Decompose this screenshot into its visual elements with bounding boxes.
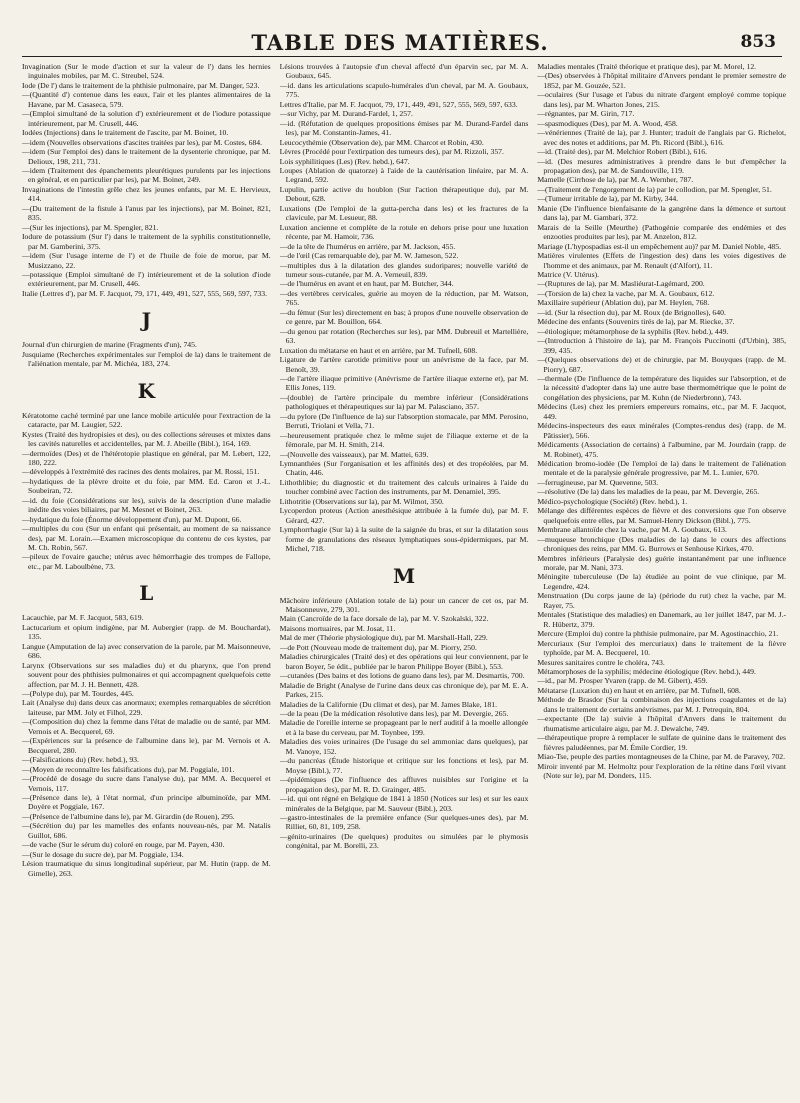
index-entry: Lacauchie, par M. F. Jacquot, 583, 619.	[22, 613, 144, 623]
index-entry: —id., par M. Prosper Yvaren (rapp. de M. Gibert), 459.	[537, 676, 708, 686]
index-entry: —(Nouvelle des vaisseaux), par M. Mattei, 639.	[279, 449, 429, 459]
section-letter: J	[141, 308, 152, 333]
index-entry: —sur Vichy, par M. Durand-Fardel, 1, 257.	[279, 109, 413, 119]
index-entry: Métatarse (Luxation du) en haut et en arrière, par M. Tufnell, 608.	[537, 685, 741, 695]
index-entry: Kystes (Traité des hydropisies et des), ou des collections séreuses et mixtes dans les cavités naturelles et accidentelles, par M. J. Abeille (Bibl.), 164, 169.	[22, 429, 271, 449]
index-entry: Médico-psychologique (Société) (Rev. hebd.), 1.	[537, 496, 688, 506]
index-entry: Matrice (V. Utérus).	[537, 269, 600, 279]
index-entry: Lithotritie (Observations sur la), par M. Wilmot, 350.	[279, 496, 444, 506]
index-entry: —(Procédé de dosage du sucre dans l'analyse du), par MM. A. Becquerel et Vernois, 117.	[22, 774, 271, 793]
index-entry: —étiologique; métamorphose de la syphilis (Rev. hebd.), 449.	[537, 326, 729, 336]
index-entry: Lésion traumatique du sinus longitudinal supérieur, par M. Hutin (rapp. de M. Gimelle), 263.	[22, 859, 271, 878]
index-entry: —du fémur (Sur les) directement en bas; à propos d'une nouvelle observation de ce genre, par M. Bouillon, 664.	[279, 307, 529, 327]
index-entry: Membres inférieurs (Paralysie des) guérie instantanément par une influence morale, par M. Nani, 373.	[537, 553, 787, 573]
index-entry: —(Des) observées à l'hôpital militaire d'Anvers pendant le premier semestre de 1852, par M. Gouzée, 521.	[537, 71, 787, 90]
index-entry: —multiples dus à la dilatation des glandes sudoripares; nouvelle variété de tumeur sous-cutanée, par M. A. Verneuil, 839.	[279, 260, 529, 279]
index-entry: —(Composition du) chez la femme dans l'état de maladie ou de santé, par MM. Vernois et A. Becquerel, 69.	[22, 717, 271, 736]
index-entry: —(Expériences sur la présence de l'albumine dans le), par M. Vernois et A. Becquerel, 280.	[22, 736, 271, 755]
index-entry: Invaginations de l'intestin grêle chez les jeunes enfants, par M. E. Hervieux, 414.	[22, 184, 271, 204]
index-columns	[22, 62, 786, 1098]
index-entry: —potassique (Emploi simultané de l') intérieurement et de la solution d'iode extérieurement, par M. Crusell, 446.	[22, 269, 271, 289]
index-entry: Luxation du métatarse en haut et en arrière, par M. Tufnell, 608.	[279, 345, 478, 355]
index-entry: Luxations (De l'emploi de la gutta-percha dans les) et les fractures de la clavicule, par M. Lesueur, 88.	[279, 203, 529, 223]
index-entry: Iodure de potassium (Sur l') dans le traitement de la syphilis constitutionnelle, par M. Gamberini, 375.	[22, 232, 271, 251]
index-entry: Main (Cancroïde de la face dorsale de la), par M. V. Szokalski, 322.	[279, 614, 489, 624]
index-entry: Italie (Lettres d'), par M. F. Jacquot, 79, 171, 449, 491, 527, 555, 569, 597, 733.	[22, 288, 268, 298]
index-entry: Langue (Amputation de la) avec conservation de la parole, par M. Maisonneuve, 686.	[22, 641, 271, 661]
section-letter: M	[392, 563, 416, 588]
index-entry: Maxillaire supérieur (Ablation du), par M. Heylen, 768.	[537, 298, 710, 308]
index-entry: —idem (Nouvelles observations d'ascites traitées par les), par M. Costes, 684.	[22, 137, 263, 147]
index-entry: —(Sur le dosage du sucre de), par M. Poggiale, 134.	[22, 849, 184, 859]
index-entry: Médecins-inspecteurs des eaux minérales (Comptes-rendus des) (rapp. de M. Pâtissier), 566.	[537, 421, 787, 440]
index-entry: Médecins (Les) chez les premiers empereurs romains, etc., par M. F. Jacquot, 449.	[537, 402, 787, 421]
index-entry: —(Traitement de l'engorgement de la) par le collodion, par M. Spengler, 51.	[537, 184, 772, 194]
index-entry: —(Ruptures de la), par M. Masliéurat-Lagémard, 200.	[537, 279, 705, 289]
index-entry: —multiples du cou (Sur un enfant qui présentait, au moment de sa naissance des), par M. Lorain.—Examen microscopique du contenu de ces kystes, par M. Ch. Robin, 567.	[22, 524, 271, 553]
index-entry: Mâchoire inférieure (Ablation totale de la) pour un cancer de cet os, par M. Maisonneuve, 279, 301.	[279, 595, 529, 615]
index-entry: —(Tumeur irritable de la), par M. Kirby, 344.	[537, 194, 679, 204]
index-entry: Médication bromo-iodée (De l'emploi de la) dans le traitement de l'aliénation mentale et de la paralysie générale progressive, par M. L. Lunier, 670.	[537, 459, 787, 478]
index-entry: Luxation ancienne et complète de la rotule en dehors prise pour une luxation récente, par M. Hamoir, 736.	[279, 222, 529, 242]
index-entry: Menstruation (Du corps jaune de la) (période du rut) chez la vache, par M. Rayer, 75.	[537, 591, 787, 610]
index-entry: Kératotome caché terminé par une lance mobile articulée pour l'extraction de la cataracte, par M. Laugier, 522.	[22, 410, 271, 430]
index-entry: —idem (Sur l'emploi des) dans le traitement de la dysenterie chronique, par M. Delioux, 198, 211, 731.	[22, 147, 271, 166]
index-entry: Invagination (Sur le mode d'action et sur la valeur de l') dans les hernies inguinales mobiles, par M. C. Streubel, 524.	[22, 62, 271, 81]
page-number: 853	[740, 32, 776, 52]
index-entry: Métamorphoses de la syphilis; médecine étiologique (Rev. hebd.), 449.	[537, 667, 756, 676]
index-entry: —thermale (De l'influence de la température des liquides sur l'absorption, et de la nécessité d'adopter dans la) une autre base thermométrique que le point de congélation des physiciens, par M. Kuhn (de Niederbronn), 743.	[537, 373, 787, 402]
index-entry: Maladies des voies urinaires (De l'usage du sel ammoniac dans quelques), par M. Vanoye, 152.	[279, 737, 529, 756]
index-entry: —(Présence de l'albumine dans le), par M. Girardin (de Rouen), 295.	[22, 811, 235, 821]
index-entry: —(Torsion de la) chez la vache, par M. A. Goubaux, 612.	[537, 288, 715, 298]
index-entry: Mamelle (Cirrhose de la), par M. A. Wernher, 787.	[537, 175, 694, 185]
index-column-1	[22, 62, 271, 1098]
index-entry: —gastro-intestinales de la première enfance (Sur quelques-unes des), par M. Rilliet, 60, 81, 109, 258.	[279, 812, 529, 832]
running-title: TABLE DES MATIÈRES.	[251, 30, 549, 55]
index-entry: —(Sécrétion du) par les mamelles des enfants nouveau-nés, par M. Natalis Guillot, 686.	[22, 821, 271, 840]
index-entry: Matières virulentes (Effets de l'ingestion des) dans les voies digestives de l'homme et des animaux, par M. Renault (d'Alfort), 11.	[537, 251, 787, 270]
index-entry: Lupulin, partie active du houblon (Sur l'action thérapeutique du), par M. Debout, 628.	[279, 184, 529, 204]
index-entry: —(Falsifications du) (Rev. hebd.), 93.	[22, 755, 139, 765]
index-entry: Manie (De l'influence bienfaisante de la gangrène dans la démence et surtout dans la), par M. Gambari, 372.	[537, 203, 787, 223]
index-entry: —(Quantité d') contenue dans les eaux, l'air et les plantes alimentaires de la Havane, par M. Casaseca, 579.	[22, 90, 271, 109]
index-entry: —(Introduction à l'histoire de la), par M. François Puccinotti (d'Urbin), 385, 399, 435.	[537, 336, 787, 355]
index-entry: —cutanées (Des bains et des lotions de guano dans les), par M. Desmartis, 700.	[279, 671, 525, 681]
index-entry: —du genou par rotation (Recherches sur les), par MM. Dubreuil et Martellière, 63.	[279, 326, 529, 346]
index-entry: Maladies mentales (Traité théorique et pratique des), par M. Morel, 12.	[537, 62, 757, 71]
index-entry: Journal d'un chirurgien de marine (Fragments d'un), 745.	[22, 340, 197, 350]
index-entry: —(Quelques observations de) et de chirurgie, par M. Bouyques (rapp. de M. Piorry), 687.	[537, 355, 787, 374]
index-entry: —hydatiques de la plèvre droite et du foie, par MM. Ed. Caron et J.-L. Soubeiran, 72.	[22, 476, 271, 496]
index-entry: —id. (Sur la résection du), par M. Roux (de Brignolles), 640.	[537, 307, 726, 317]
index-entry: —de l'œil (Cas remarquable de), par M. W. Jameson, 522.	[279, 251, 459, 261]
index-entry: —id. du foie (Considérations sur les), suivis de la description d'une maladie inédite des voies biliaires, par M. Mesnet et Boinet, 263.	[22, 495, 271, 515]
index-column-3	[537, 62, 786, 1098]
index-entry: —de la tête de l'humérus en arrière, par M. Jackson, 455.	[279, 241, 456, 251]
index-entry: —génito-urinaires (De quelques) produites ou simulées par le phymosis congénital, par M. Borelli, 23.	[279, 831, 529, 851]
index-entry: —idem (Sur l'usage interne de l') et de l'huile de foie de morue, par M. Musizzano, 22.	[22, 251, 271, 270]
index-entry: —id. (Des mesures administratives à prendre dans le but d'empêcher la propagation des), par M. de Sandouville, 119.	[537, 156, 787, 175]
index-entry: Maladies de la Californie (Du climat et des), par M. James Blake, 181.	[279, 699, 497, 709]
index-entry: —vénériennes (Traité de la), par J. Hunter; traduit de l'anglais par G. Richelot, avec des notes et additions, par M. Ph. Ricord (Bibl.), 616.	[537, 128, 787, 147]
index-entry: —expectante (De la) suivie à l'hôpital d'Anvers dans le traitement du rhumatisme articulaire aigu, par M. J. Dewalche, 749.	[537, 714, 787, 733]
index-entry: Médecine des enfants (Souvenirs tirés de la), par M. Riecke, 37.	[537, 317, 735, 327]
index-entry: Maladies chirurgicales (Traité des) et des opérations qui leur conviennent, par le baron Boyer, 5e édit., publiée par le baron Philippe Boyer (Bibl.), 553.	[279, 652, 529, 671]
index-entry: Iodées (Injections) dans le traitement de l'ascite, par M. Boinet, 10.	[22, 128, 229, 138]
index-entry: Mariage (L'hypospadias est-il un empêchement au)? par M. Daniel Noble, 485.	[537, 241, 782, 251]
index-entry: Lithothlibie; du diagnostic et du traitement des calculs urinaires à l'aide du toucher combiné avec l'action des instruments, par M. Denamiel, 395.	[279, 477, 529, 497]
index-entry: Lactucarium et opium indigène, par M. Aubergier (rapp. de M. Bouchardat), 135.	[22, 622, 271, 642]
index-entry: —de l'humérus en avant et en haut, par M. Butcher, 344.	[279, 279, 454, 289]
index-entry: Lycoperdon proteus (Action anesthésique attribuée à la fumée du), par M. F. Gérard, 427.	[279, 506, 529, 525]
index-entry: —des vertèbres cervicales, guérie au moyen de la réduction, par M. Watson, 765.	[279, 288, 529, 308]
index-entry: —(Présence dans le), à l'état normal, d'un principe albuminoïde, par MM. Doyère et Poggiale, 167.	[22, 793, 271, 812]
index-entry: —(double) de l'artère principale du membre inférieur (Considérations pathologiques et thérapeutiques sur la) par M. Palasciano, 357.	[279, 392, 529, 412]
index-entry: Larynx (Observations sur ses maladies du) et du pharynx, que l'on prend souvent pour des phthisies pulmonaires et qui accompagnent quelquefois cette affection, par M. J. H. Bennett, 428.	[22, 660, 271, 689]
index-entry: —régnantes, par M. Girin, 717.	[537, 109, 635, 119]
index-entry: —id. (Réfutation de quelques propositions émises par M. Durand-Fardel dans les), par M. Constantin-James, 41.	[279, 118, 529, 138]
index-entry: Mercuriaux (Sur l'emploi des mercuriaux) dans le traitement de la fièvre typhoïde, par M. A. Becquerel, 10.	[537, 638, 787, 658]
index-entry: Lettres d'Italie, par M. F. Jacquot, 79, 171, 449, 491, 527, 555, 569, 597, 633.	[279, 99, 518, 109]
index-entry: —de la peau (De la médication résolutive dans les), par M. Devergie, 265.	[279, 709, 509, 718]
index-entry: Maladie de Bright (Analyse de l'urine dans deux cas chronique de), par M. E. A. Parkes, 215.	[279, 680, 529, 700]
header-rule	[22, 56, 782, 57]
index-entry: —épidémiques (De l'influence des affluves nuisibles sur l'origine et la propagation des), par M. R. D. Grainger, 485.	[279, 775, 529, 794]
index-entry: —du pancréas (Étude historique et critique sur les fonctions et les), par M. Moyse (Bibl.), 77.	[279, 756, 529, 775]
index-entry: Médicaments (Association de certains) à l'albumine, par M. Jourdain (rapp. de M. Robinet), 475.	[537, 440, 787, 459]
index-entry: —résolutive (De la) dans les maladies de la peau, par M. Devergie, 265.	[537, 487, 760, 497]
index-entry: —dermoïdes (Des) et de l'hétérotopie plastique en général, par M. Lebert, 122, 180, 222.	[22, 448, 271, 467]
index-entry: Lymnanthées (Sur l'organisation et les affinités des) et des tropéolées, par M. Chatin, 446.	[279, 459, 529, 478]
index-entry: Lois syphilitiques (Les) (Rev. hebd.), 647.	[279, 156, 410, 166]
index-entry: —oculaires (Sur l'usage et l'abus du nitrate d'argent employé comme topique dans les), par M. Wharton Jones, 215.	[537, 90, 787, 109]
index-entry: Méningite tuberculeuse (De la) étudiée au point de vue clinique, par M. Legendre, 424.	[537, 572, 787, 591]
index-entry: —(Moyen de reconnaître les falsifications du), par M. Poggiale, 101.	[22, 764, 235, 774]
index-entry: —du pylore (De l'influence de la) sur l'absorption stomacale, par MM. Perosino, Berruti, Triolani et Vella, 71.	[279, 411, 529, 431]
index-entry: Miroir inventé par M. Helmoltz pour l'exploration de la rétine dans l'œil vivant (Note sur le), par M. Donders, 115.	[537, 761, 787, 780]
index-entry: —de Pott (Nouveau mode de traitement du), par M. Piorry, 250.	[279, 642, 477, 652]
index-entry: Mentales (Statistique des maladies) en Danemark, au 1er juillet 1847, par M. J.-R. Hübertz, 379.	[537, 610, 787, 629]
section-letter: L	[139, 581, 154, 606]
index-entry: Lymphorrhagie (Sur la) à la suite de la saignée du bras, et sur la dilatation sous forme de granulations des réseaux lymphatiques sous-épidermiques, par M. Michel, 718.	[279, 525, 529, 554]
index-entry: Leucocythémie (Observation de), par MM. Charcot et Robin, 430.	[279, 137, 484, 147]
index-entry: —idem (Traitement des épanchements pleurétiques purulents par les injections en général, et en particulier par les), par M. Boinet, 249.	[22, 165, 271, 185]
index-entry: Lèvres (Procédé pour l'extirpation des tumeurs des), par M. Rizzoli, 357.	[279, 147, 504, 157]
index-entry: —pileux de l'ovaire gauche; utérus avec hémorrhagie des trompes de Fallope, etc., par M. Laboulbène, 73.	[22, 552, 271, 571]
index-entry: —(Du traitement de la fistule à l'anus par les injections), par M. Boinet, 821, 835.	[22, 203, 271, 223]
index-entry: —(Sur les injections), par M. Spengler, 821.	[22, 222, 159, 232]
index-entry: —spasmodiques (Des), par M. A. Wood, 458.	[537, 118, 678, 128]
index-entry: Mal de mer (Théorie physiologique du), par M. Marshall-Hall, 229.	[279, 633, 488, 643]
index-entry: Lésions trouvées à l'autopsie d'un cheval affecté d'un éparvin sec, par M. A. Goubaux, 645.	[279, 62, 529, 81]
index-entry: Mesures sanitaires contre le choléra, 743.	[537, 657, 665, 667]
index-entry: Méthode de Brasdor (Sur la combinaison des injections coagulantes et de la) dans le traitement de certains anévrismes, par M. J. Petrequin, 804.	[537, 695, 787, 714]
index-entry: —de l'artère iliaque primitive (Anévrisme de l'artère iliaque externe et), par M. Ellis Jones, 119.	[279, 373, 529, 393]
index-entry: —thérapeutique propre à remplacer le sulfate de quinine dans le traitement des fièvres paludéennes, par M. Émile Cordier, 19.	[537, 733, 787, 752]
index-entry: Loupes (Ablation de quatorze) à l'aide de la cautérisation linéaire, par M. A. Legrand, 592.	[279, 165, 529, 185]
index-entry: Marais de la Seille (Meurthe) (Pathogénie comparée des endémies et des enzooties produites par les), par M. Anzelon, 812.	[537, 222, 787, 242]
index-entry: —id. qui ont régné en Belgique de 1841 à 1850 (Notices sur les) et sur les eaux minérales de la Belgique, par M. Sauveur (Bibl.), 203.	[279, 794, 529, 813]
index-entry: Lait (Analyse du) dans deux cas anormaux; exemples remarquables de sécrétion laiteuse, par MM. Joly et Filhol, 229.	[22, 698, 271, 717]
index-entry: Maladie de l'oreille interne se propageant par le nerf auditif à la moelle allongée et à la base du cerveau, par M. Toynbee, 199.	[279, 718, 529, 737]
index-entry: —id. dans les articulations scapulo-humérales d'un cheval, par M. A. Goubaux, 775.	[279, 80, 529, 100]
index-entry: —(Emploi simultané de la solution d') extérieurement et de l'iodure potassique intérieurement, par M. Crusell, 446.	[22, 109, 271, 128]
index-entry: —muqueuse bronchique (Des maladies de la) dans le cours des affections chroniques des reins, par MM. G. Burrows et Senhouse Kirkes, 470.	[537, 534, 787, 554]
index-entry: —hydatique du foie (Énorme développement d'un), par M. Dupont, 66.	[22, 514, 242, 524]
index-column-2	[280, 62, 529, 1098]
index-entry: —de vache (Sur le sérum du) coloré en rouge, par M. Payen, 430.	[22, 840, 225, 850]
index-entry: Miao-Tse, peuple des parties montagneuses de la Chine, par M. de Paravey, 702.	[537, 752, 786, 762]
index-entry: Mercure (Emploi du) contre la phthisie pulmonaire, par M. Agostinacchio, 21.	[537, 629, 779, 639]
index-entry: Membrane allantoïde chez la vache, par M. A. Goubaux, 613.	[537, 525, 727, 535]
index-entry: Iode (De l') dans le traitement de la phthisie pulmonaire, par M. Danger, 523.	[22, 80, 260, 90]
index-entry: Maisons mortuaires, par M. Josat, 11.	[279, 623, 396, 633]
index-entry: —(Polype du), par M. Tourdes, 445.	[22, 689, 134, 699]
section-letter: K	[137, 378, 156, 403]
index-entry: —id. (Traité des), par M. Melchior Robert (Bibl.), 616.	[537, 147, 708, 157]
index-entry: Jusquiame (Recherches expérimentales sur l'emploi de la) dans le traitement de l'aliénation mentale, par M. Michéa, 183, 274.	[22, 349, 271, 369]
index-entry: —ferrugineuse, par M. Quevenne, 503.	[537, 477, 659, 487]
index-entry: —heureusement pratiquée chez le même sujet de l'iliaque externe et de la fémorale, par M. H. Smith, 214.	[279, 430, 529, 450]
index-entry: Ligature de l'artère carotide primitive pour un anévrisme de la face, par M. Benoît, 39.	[279, 355, 529, 374]
index-entry: Mélange des différentes espèces de fièvre et des conversions que l'on observe quelquefois entre elles, par M. Samuel-Henry Dickson (Bibl.), 775.	[537, 506, 787, 525]
index-entry: —développés à l'extrémité des racines des dents molaires, par M. Rossi, 151.	[22, 467, 260, 477]
